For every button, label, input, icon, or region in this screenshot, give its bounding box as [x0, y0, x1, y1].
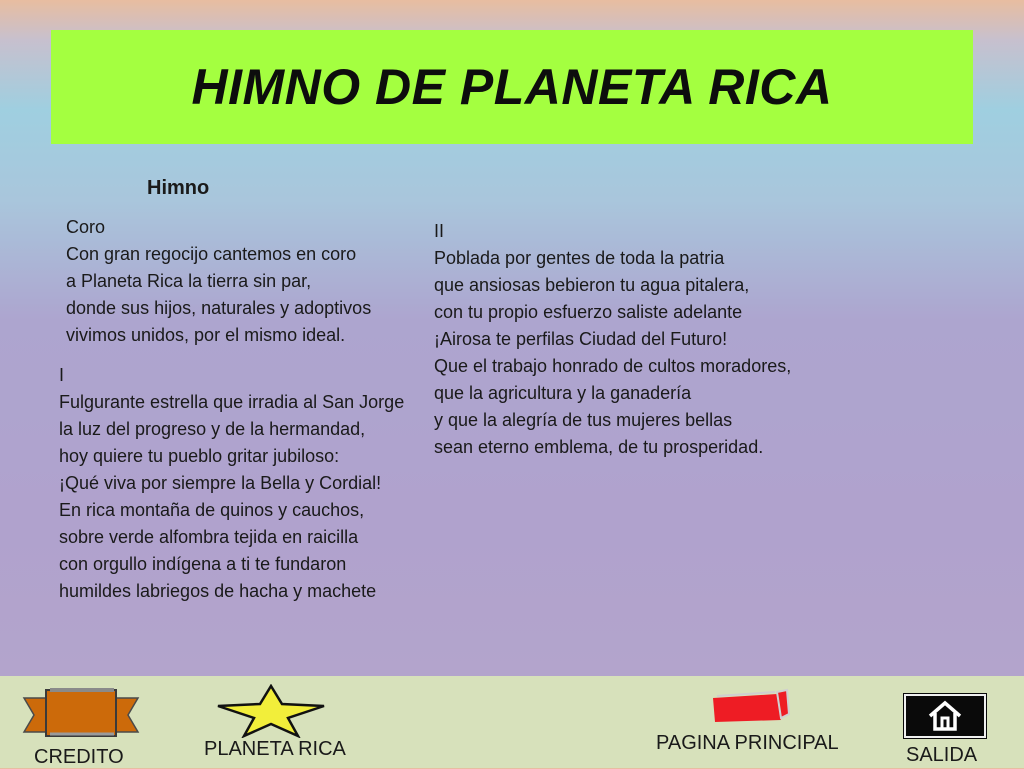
- page-title: HIMNO DE PLANETA RICA: [191, 59, 833, 115]
- verse-2-stanza: [434, 218, 791, 461]
- planeta-rica-label: PLANETA RICA: [204, 738, 346, 760]
- planeta-rica-button[interactable]: [200, 684, 350, 768]
- credito-label: CREDITO: [34, 746, 124, 768]
- verse-1-line: I: [59, 365, 65, 385]
- footer-nav-bar: [0, 676, 1024, 768]
- verse-1-line: la luz del progreso y de la hermandad,: [59, 419, 366, 439]
- verse-2-line: y que la alegría de tus mujeres bellas: [434, 410, 733, 430]
- verse-1-line: humildes labriegos de hacha y machete: [59, 581, 377, 601]
- verse-1-line: Fulgurante estrella que irradia al San Jorge: [59, 392, 405, 412]
- verse-1-line: En rica montaña de quinos y cauchos,: [59, 500, 365, 520]
- coro-line: a Planeta Rica la tierra sin par,: [66, 271, 312, 291]
- verse-1-line: ¡Qué viva por siempre la Bella y Cordial!: [59, 473, 382, 493]
- coro-line: donde sus hijos, naturales y adoptivos: [66, 298, 372, 318]
- verse-2-line: II: [434, 221, 445, 241]
- salida-button[interactable]: [900, 690, 990, 768]
- coro-line: vivimos unidos, por el mismo ideal.: [66, 325, 346, 345]
- verse-1-line: sobre verde alfombra tejida en raicilla: [59, 527, 359, 547]
- verse-2-line: que la agricultura y la ganadería: [434, 383, 692, 403]
- verse-1-line: hoy quiere tu pueblo gritar jubiloso:: [59, 446, 340, 466]
- verse-1-stanza: [59, 362, 404, 605]
- coro-line: Con gran regocijo cantemos en coro: [66, 244, 357, 264]
- pagina-principal-button[interactable]: [655, 688, 855, 768]
- verse-2-line: ¡Airosa te perfilas Ciudad del Futuro!: [434, 329, 728, 349]
- red-banner-icon: [711, 688, 791, 724]
- star-icon: [216, 684, 326, 738]
- credito-button[interactable]: [22, 686, 140, 768]
- verse-2-line: Que el trabajo honrado de cultos moradores,: [434, 356, 792, 376]
- coro-line: Coro: [66, 217, 106, 237]
- verse-2-line: sean eterno emblema, de tu prosperidad.: [434, 437, 764, 457]
- pagina-principal-label: PAGINA PRINCIPAL: [656, 732, 839, 754]
- home-icon: [927, 700, 963, 732]
- title-box: [51, 30, 973, 144]
- coro-stanza: [66, 214, 371, 349]
- subtitle-himno: Himno: [147, 177, 210, 199]
- salida-label: SALIDA: [906, 744, 978, 766]
- verse-2-line: con tu propio esfuerzo saliste adelante: [434, 302, 743, 322]
- scroll-banner-icon: [22, 686, 140, 742]
- verse-1-line: con orgullo indígena a ti te fundaron: [59, 554, 347, 574]
- home-button-frame: [904, 694, 986, 738]
- verse-2-line: Poblada por gentes de toda la patria: [434, 248, 725, 268]
- verse-2-line: que ansiosas bebieron tu agua pitalera,: [434, 275, 750, 295]
